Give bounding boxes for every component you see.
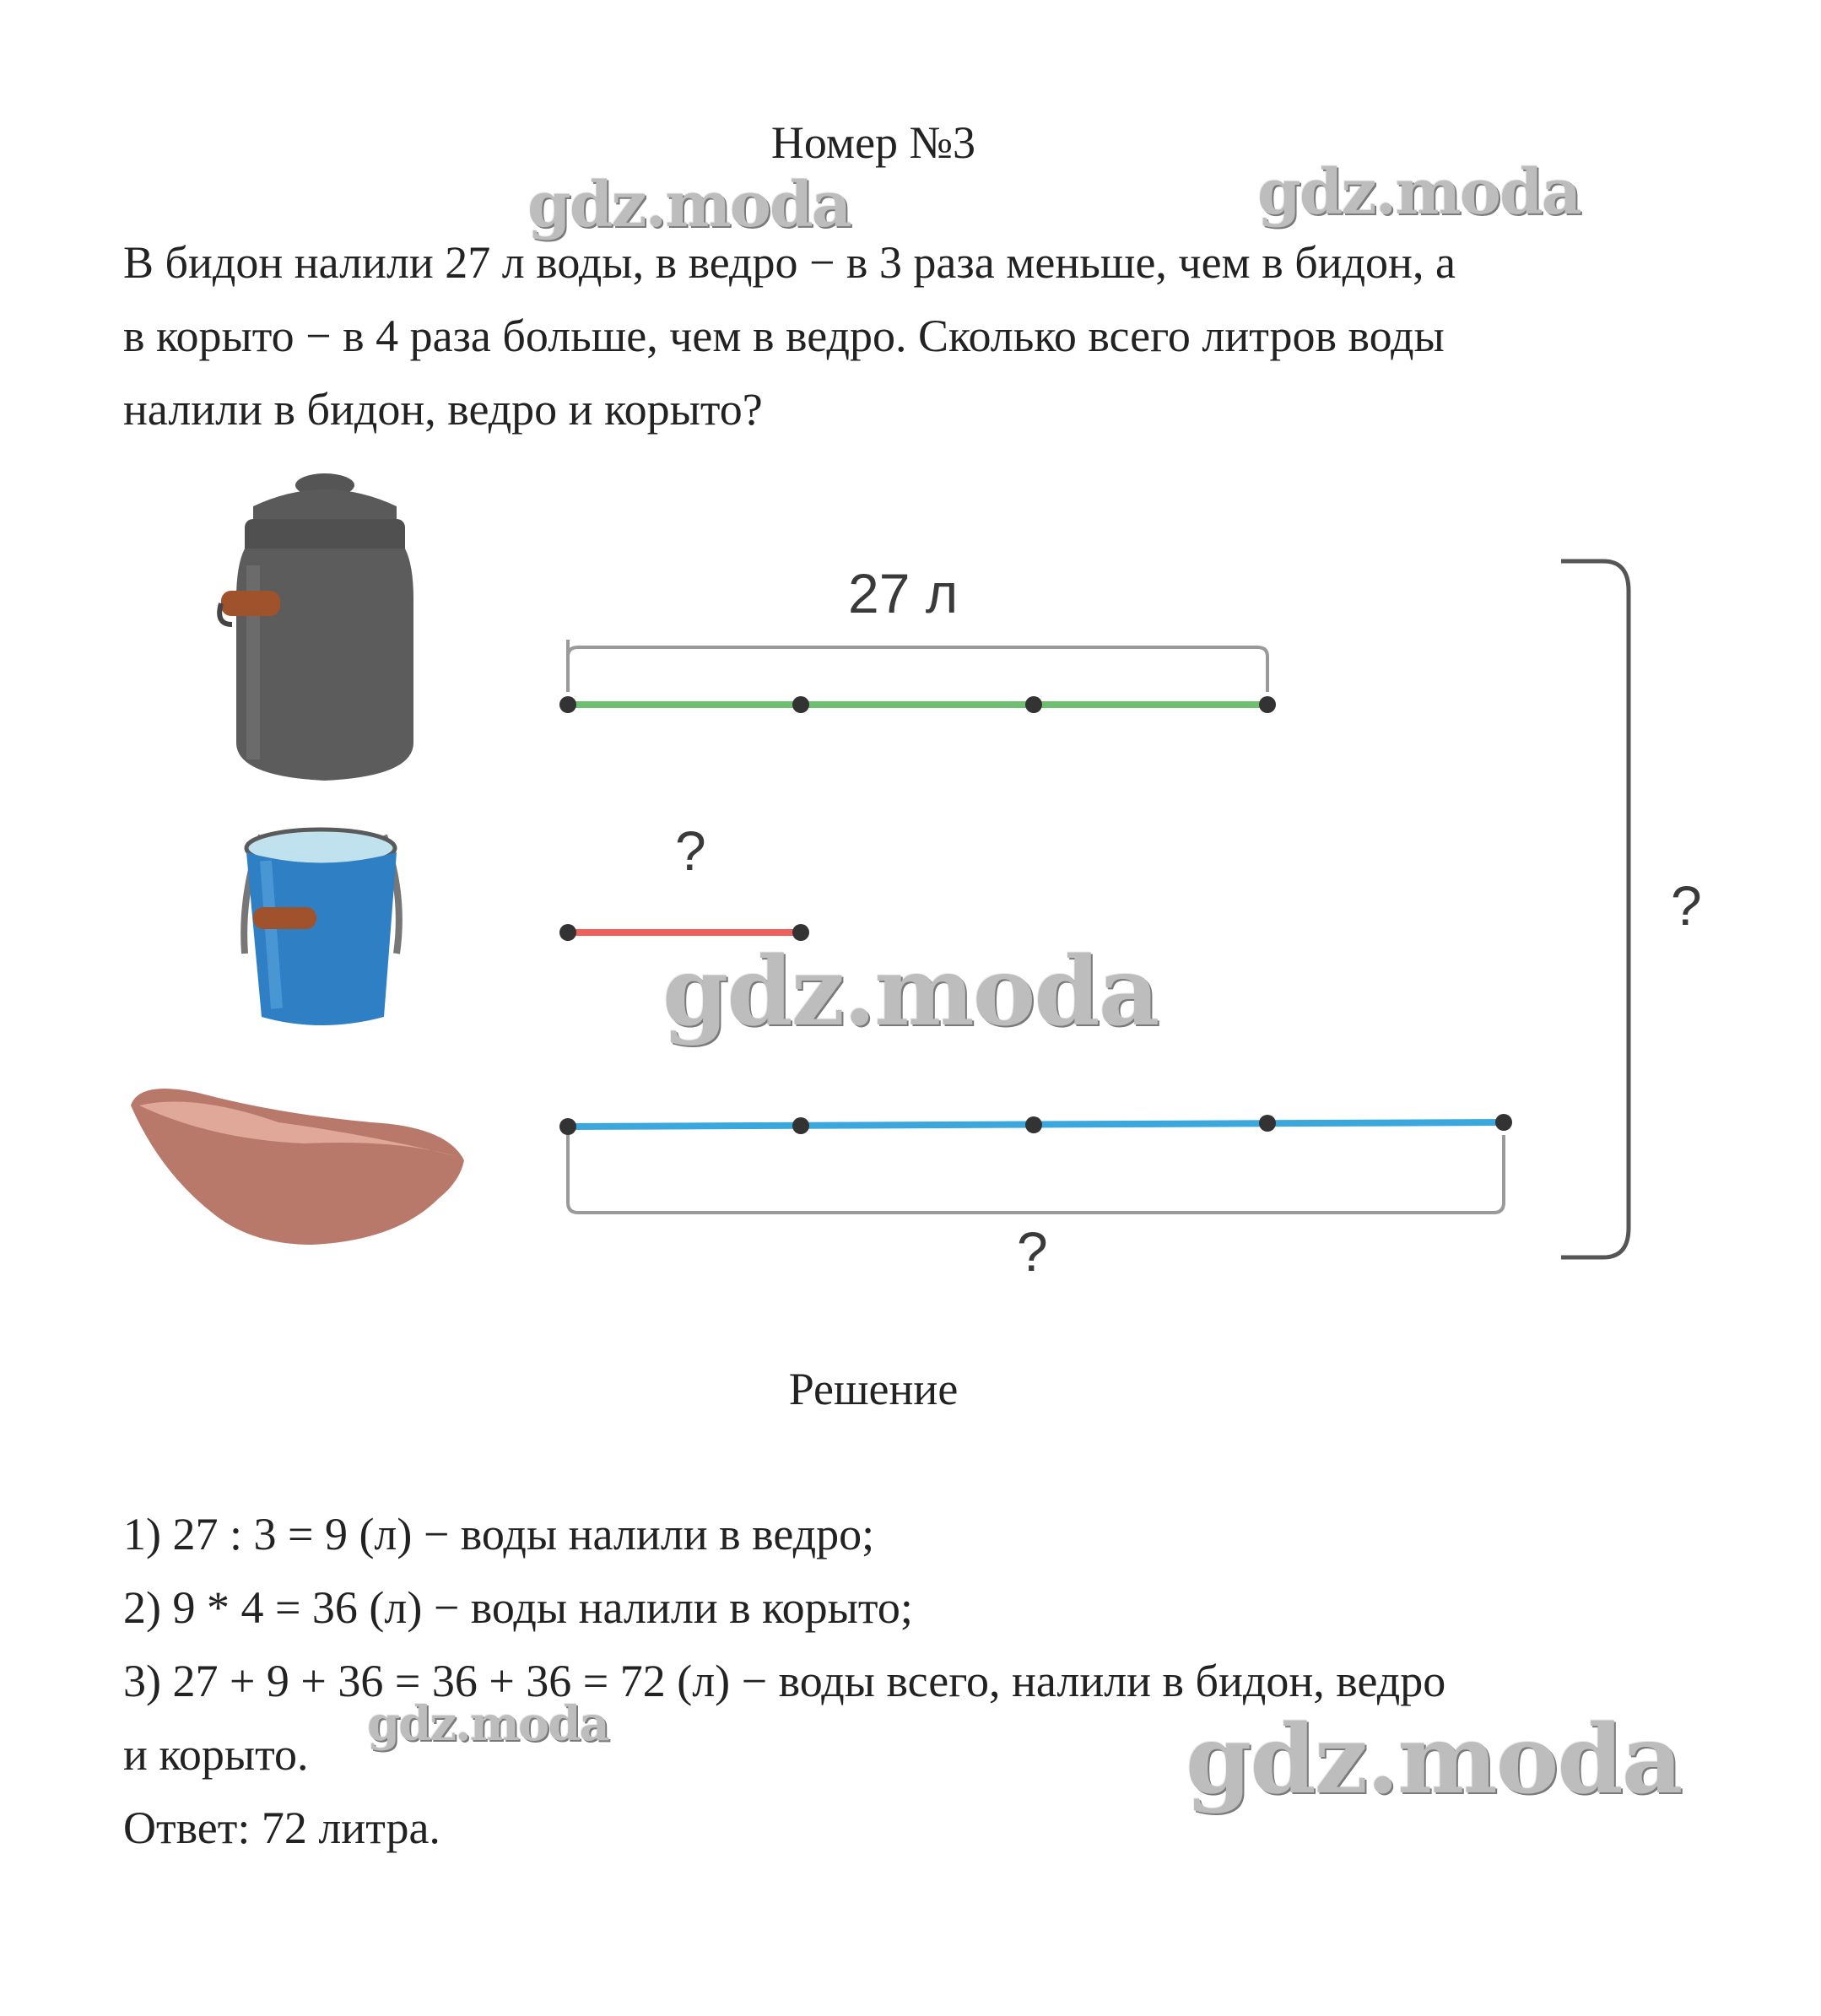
segment-dot (792, 1117, 809, 1134)
segment-dot (1259, 696, 1276, 713)
solution-line: 1) 27 : 3 = 9 (л) − воды налили в ведро; (123, 1509, 875, 1559)
problem-text (123, 226, 1726, 446)
problem-line: В бидон налили 27 л воды, в ведро − в 3 раза меньше, чем в бидон, а (123, 237, 1456, 288)
segment-dot (792, 696, 809, 713)
watermark: gdz.moda (367, 1696, 608, 1752)
segment-dot (559, 924, 576, 941)
milk-can-illustration (219, 473, 413, 781)
total-question-label: ? (1671, 874, 1702, 937)
segment-dot (559, 1118, 576, 1135)
watermark: gdz.moda (1186, 1705, 1682, 1815)
answer-line: Ответ: 72 литра. (123, 1803, 440, 1853)
problem-line: налили в бидон, ведро и корыто? (123, 384, 763, 435)
problem-line: в корыто − в 4 раза больше, чем в ведро. Сколько всего литров воды (123, 311, 1445, 361)
page-title: Номер №3 (770, 117, 976, 168)
solution-line: и корыто. (123, 1729, 309, 1780)
segment-diagram (0, 456, 1821, 1300)
can-volume-label: 27 л (848, 562, 959, 624)
solution-line: 2) 9 * 4 = 36 (л) − воды налили в корыто; (123, 1582, 913, 1633)
solution-line: 3) 27 + 9 + 36 = 36 + 36 = 72 (л) − воды всего, налили в бидон, ведро (123, 1656, 1446, 1706)
solution-steps (123, 1498, 1769, 1865)
bucket-question-label: ? (675, 819, 706, 882)
segment-dot (792, 924, 809, 941)
can-brace (568, 640, 1267, 692)
segment-dot (1025, 696, 1042, 713)
trough-question-label: ? (1017, 1220, 1048, 1283)
trough-illustration (131, 1089, 464, 1245)
segment-dot (559, 696, 576, 713)
segment-dot (1025, 1116, 1042, 1133)
watermark: gdz.moda (527, 169, 851, 241)
total-bracket (1561, 561, 1629, 1257)
watermark: gdz.moda (662, 937, 1159, 1047)
segment-dot (1259, 1115, 1276, 1132)
bucket-illustration (244, 830, 399, 1025)
trough-brace (568, 1135, 1504, 1213)
solution-title: Решение (788, 1364, 959, 1414)
segment-dot (1495, 1114, 1512, 1131)
watermark: gdz.moda (1257, 156, 1581, 229)
